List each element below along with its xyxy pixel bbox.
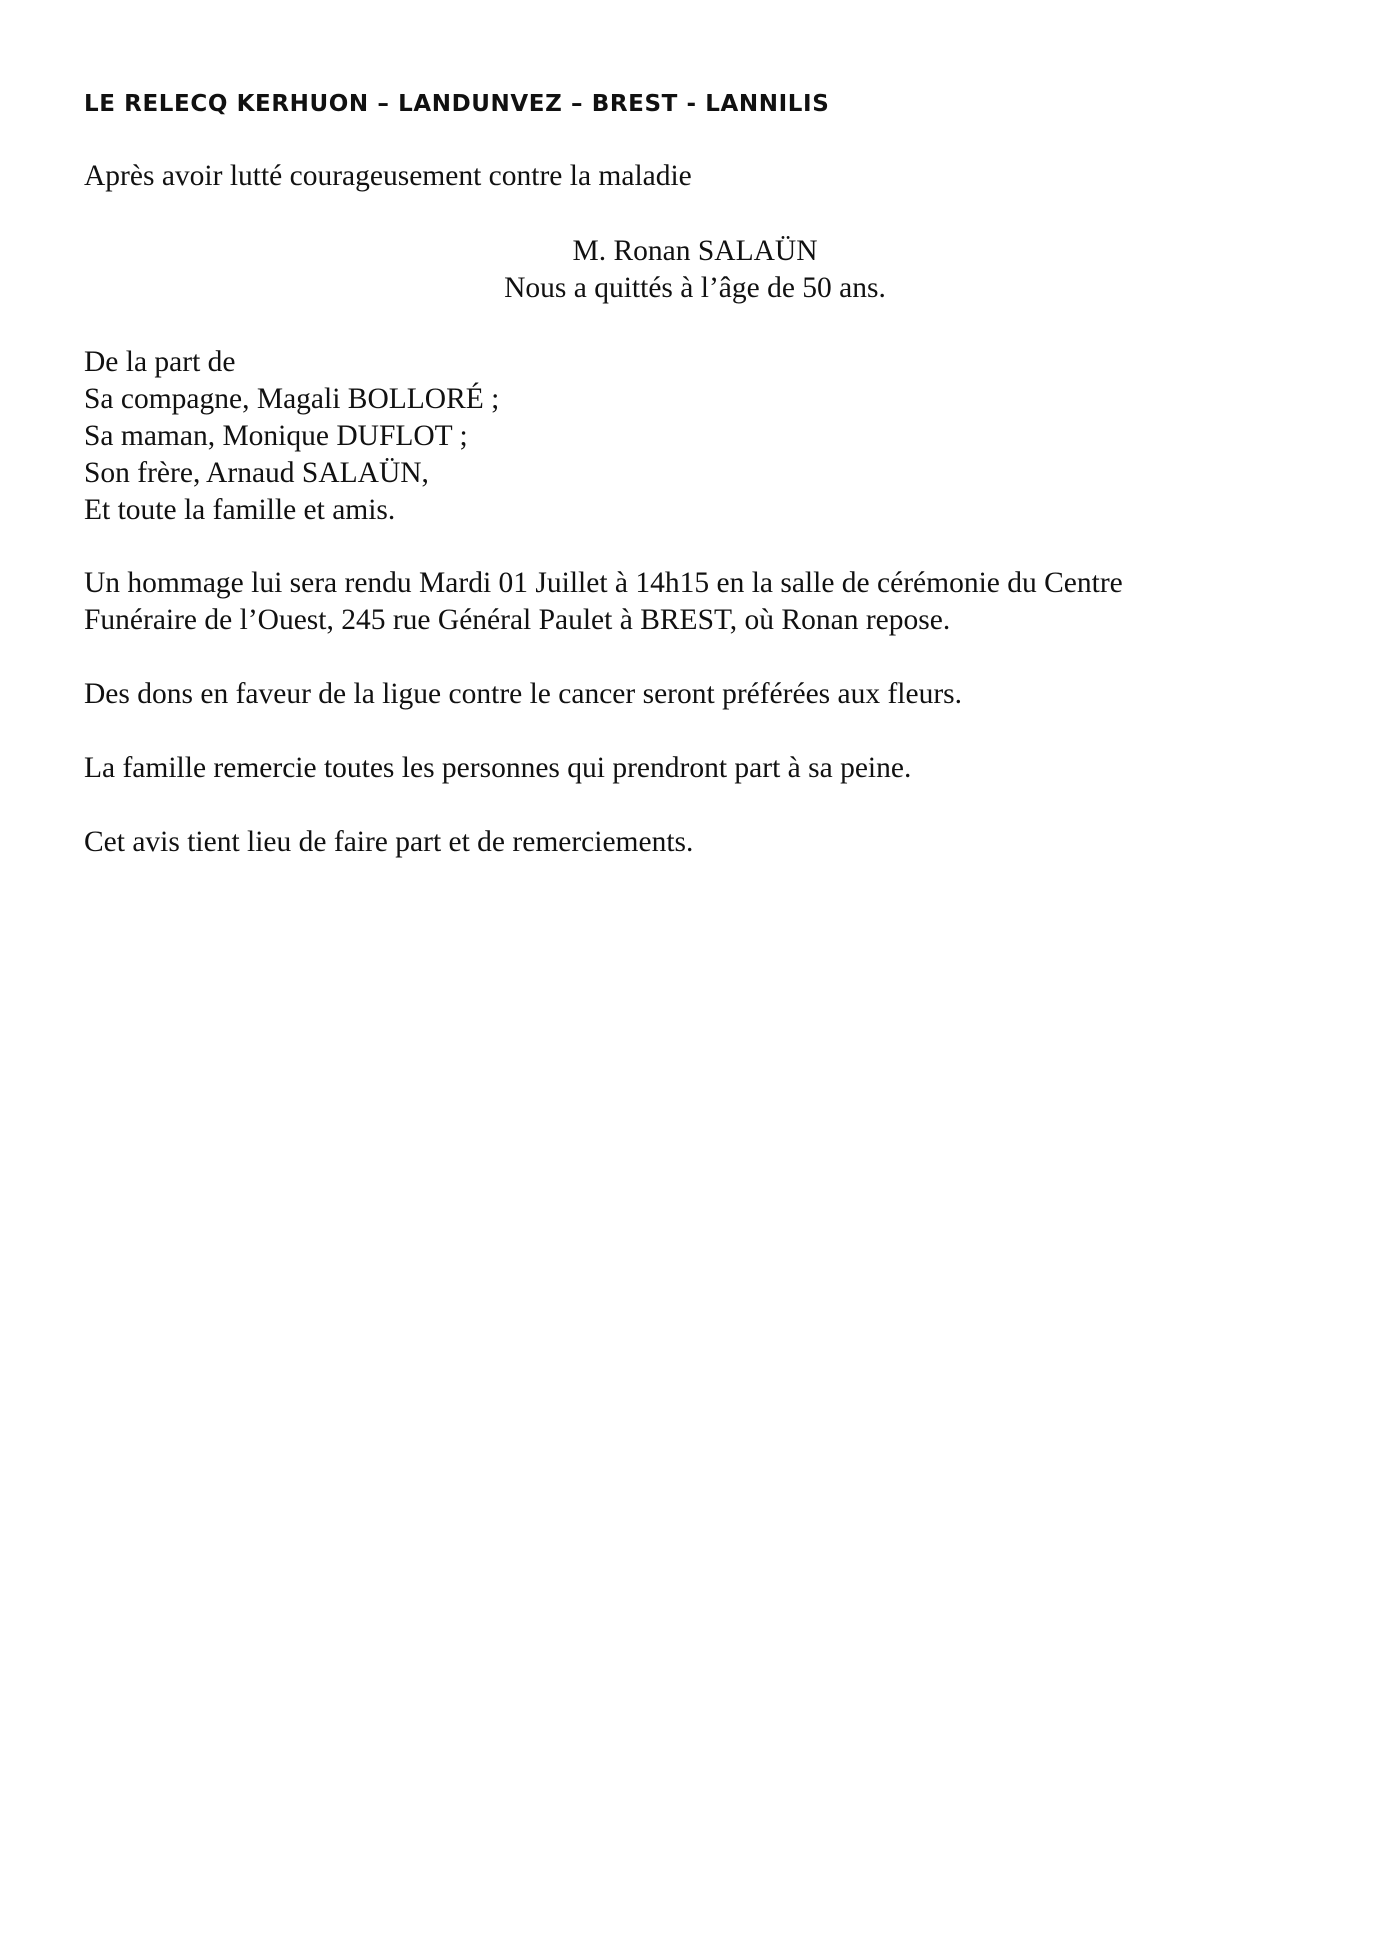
intro-text: Après avoir lutté courageusement contre la maladie — [84, 160, 692, 192]
deceased-name: M. Ronan SALAÜN — [572, 235, 818, 267]
ceremony-line: Un hommage lui sera rendu Mardi 01 Juillet à 14h15 en la salle de cérémonie du Centre — [84, 567, 1123, 599]
deceased-block — [84, 233, 1304, 307]
donations-paragraph: Des dons en faveur de la ligue contre le cancer seront préférées aux fleurs. — [84, 678, 963, 710]
family-block — [84, 344, 1304, 529]
locations-header: LE RELECQ KERHUON – LANDUNVEZ – BREST - LANNILIS — [84, 91, 830, 117]
thanks-paragraph: La famille remercie toutes les personnes qui prendront part à sa peine. — [84, 752, 912, 784]
family-member: Sa maman, Monique DUFLOT ; — [84, 420, 468, 452]
family-member: Et toute la famille et amis. — [84, 494, 396, 526]
family-member: Son frère, Arnaud SALAÜN, — [84, 457, 429, 489]
notice-paragraph: Cet avis tient lieu de faire part et de remerciements. — [84, 826, 694, 858]
ceremony-paragraph — [84, 565, 1304, 639]
family-member: Sa compagne, Magali BOLLORÉ ; — [84, 383, 500, 415]
ceremony-line: Funéraire de l’Ouest, 245 rue Général Paulet à BREST, où Ronan repose. — [84, 604, 951, 636]
from-intro: De la part de — [84, 346, 236, 378]
obituary-document — [84, 84, 1304, 861]
deceased-age-line: Nous a quittés à l’âge de 50 ans. — [504, 272, 886, 304]
